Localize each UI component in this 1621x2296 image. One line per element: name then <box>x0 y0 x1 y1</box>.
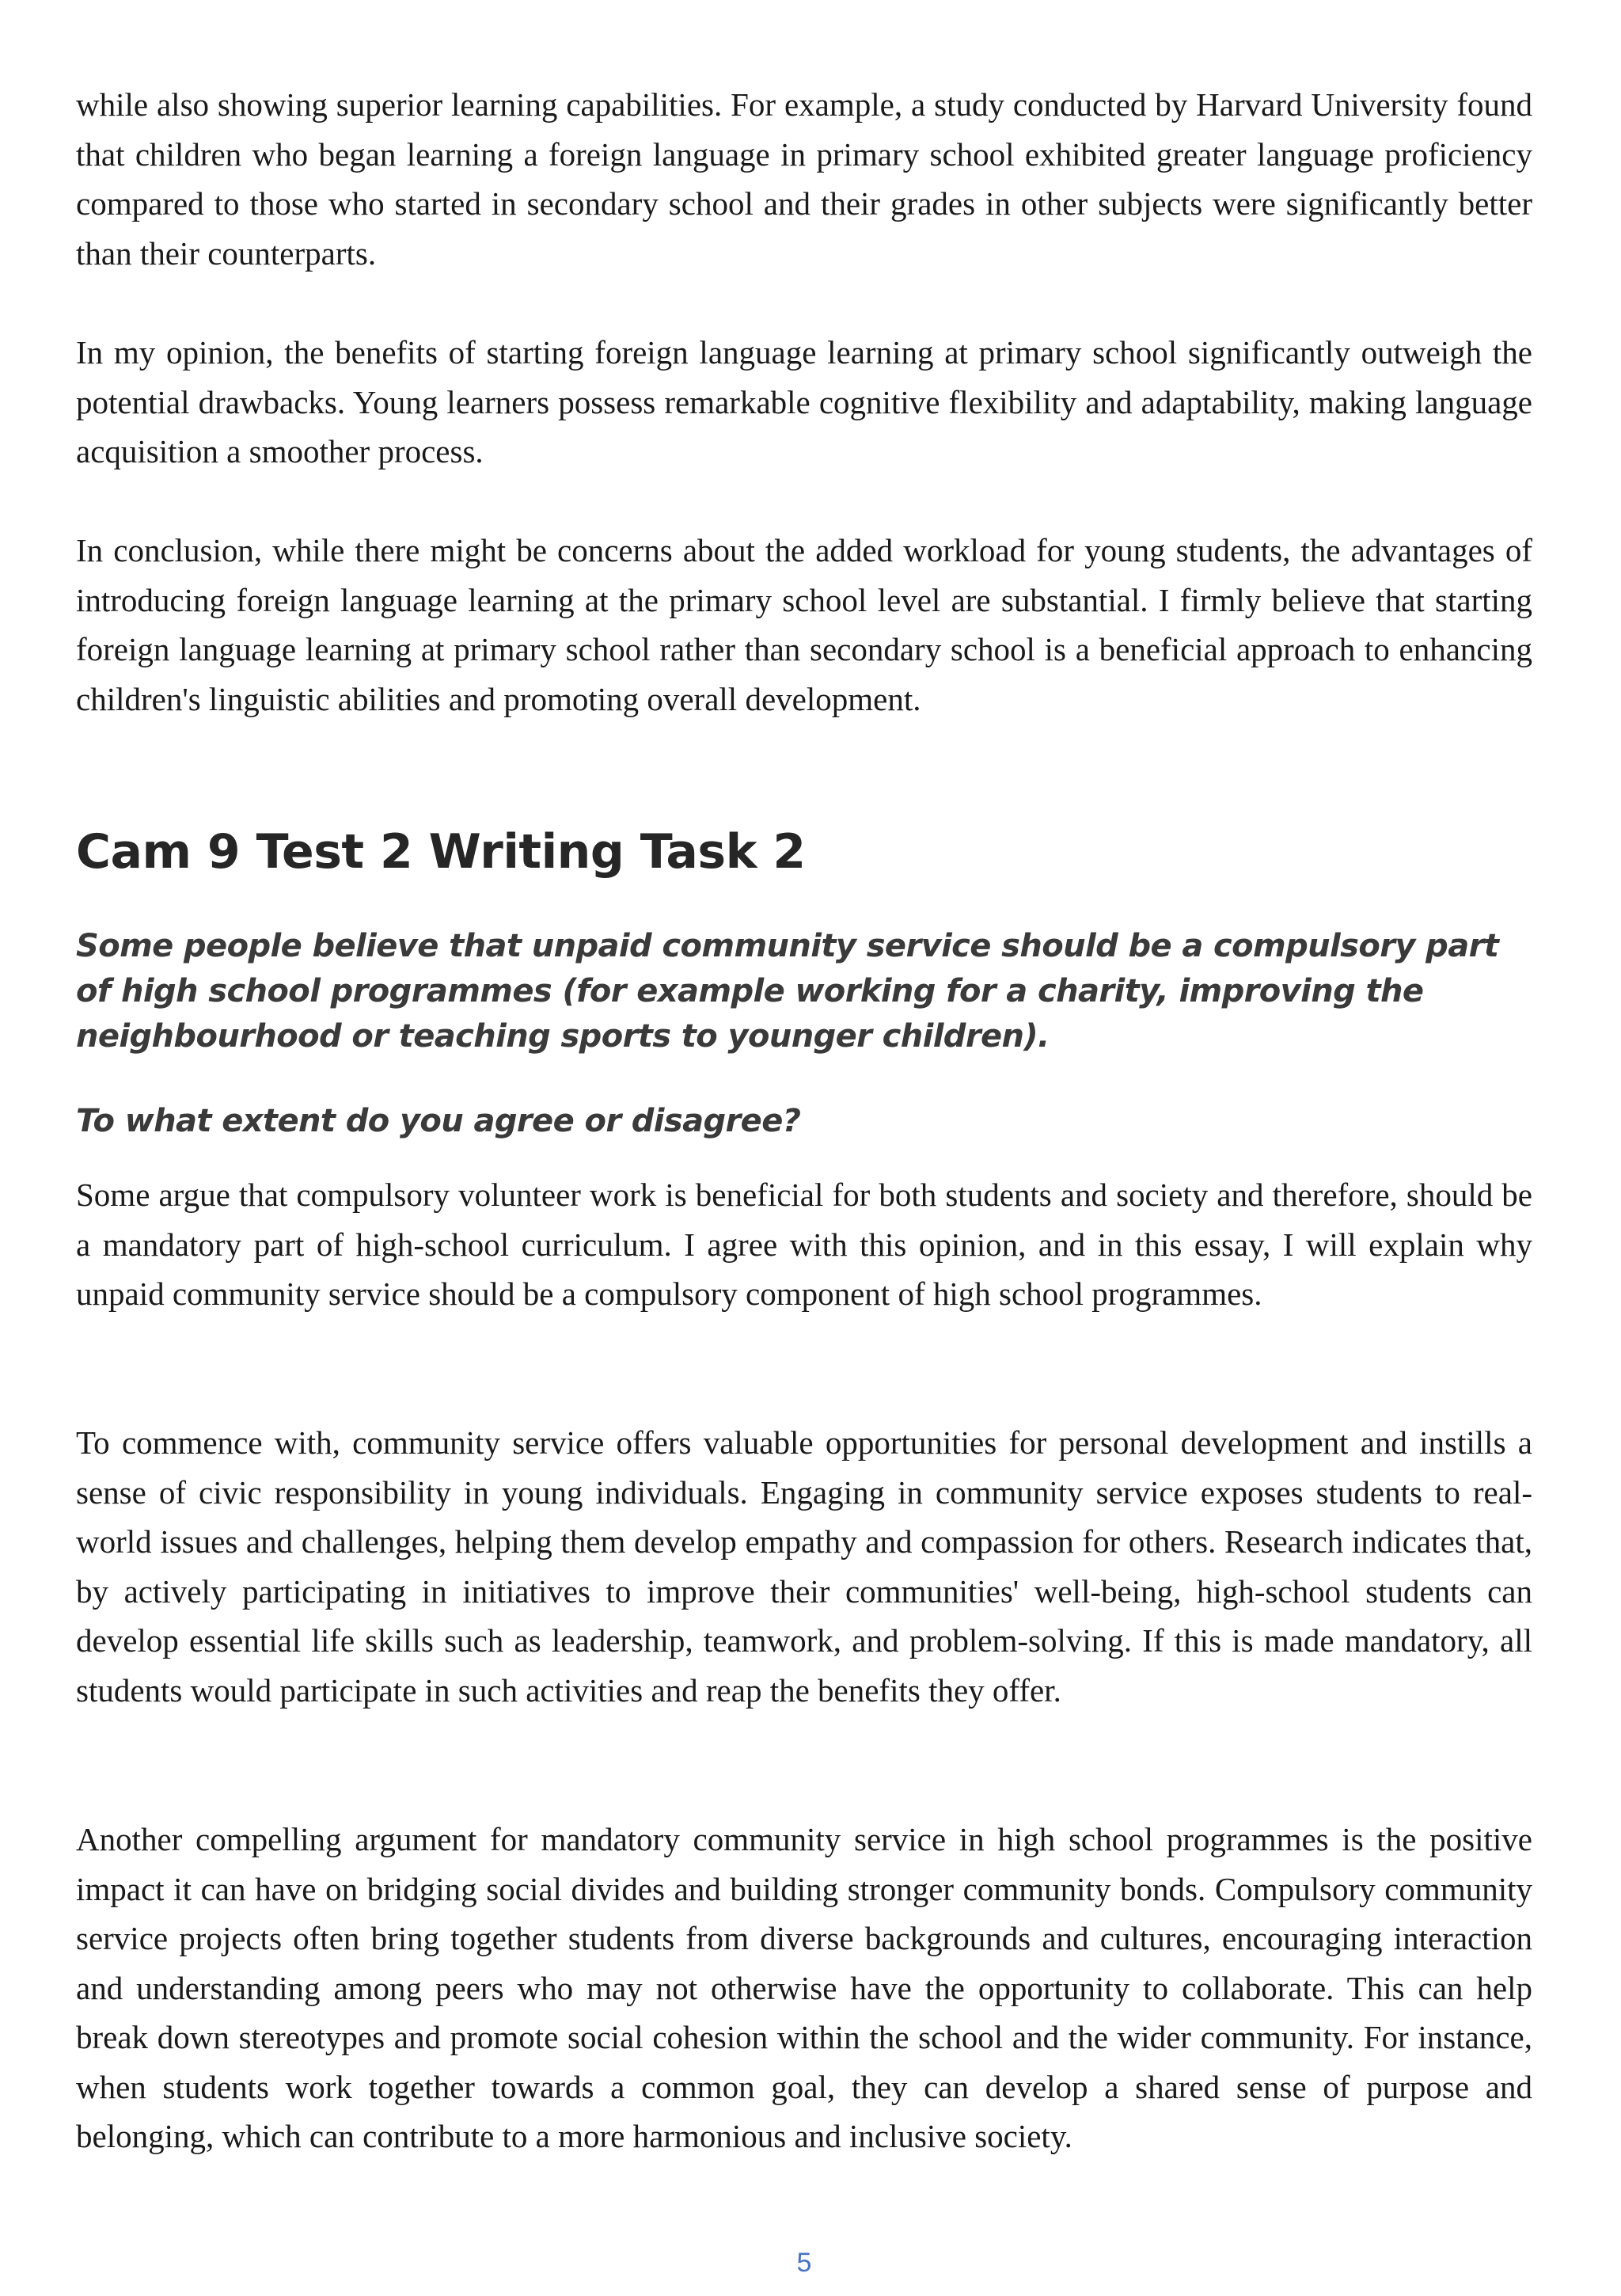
page-number: 5 <box>796 2248 812 2278</box>
essay-body-paragraph-1: To commence with, community service offers valuable opportunities for personal development and instills a sense of civic responsibility in young individuals. Engaging in community service exposes students to real-world issues and challenges, helping them develop empathy and compassion for others. Research indicates that, by actively participating in initiatives to improve their communities' well-being, high-school students can develop essential life skills such as leadership, teamwork, and problem-solving. If this is made mandatory, all students would participate in such activities and reap the benefits they offer. <box>76 1424 1532 1709</box>
paragraph-opinion: In my opinion, the benefits of starting foreign language learning at primary school significantly outweigh the potential drawbacks. Young learners possess remarkable cognitive flexibility and adaptability, making language acquisition a smoother process. <box>76 334 1532 469</box>
section-heading: Cam 9 Test 2 Writing Task 2 <box>76 824 806 880</box>
document-page <box>76 0 1532 2296</box>
task-prompt: Some people believe that unpaid community service should be a compulsory part of high school programmes (for example working for a charity, improving the neighbourhood or teaching sports to younger children). <box>76 928 1499 1055</box>
paragraph-continuation: while also showing superior learning capabilities. For example, a study conducted by Harvard University found that children who began learning a foreign language in primary school exhibited greater language proficiency compared to those who started in secondary school and their grades in other subjects were significantly better than their counterparts. <box>76 86 1532 272</box>
task-question: To what extent do you agree or disagree? <box>76 1103 801 1139</box>
paragraph-conclusion: In conclusion, while there might be concerns about the added workload for young students, the advantages of introducing foreign language learning at the primary school level are substantial. I firmly believe that starting foreign language learning at primary school rather than secondary school is a beneficial approach to enhancing children's linguistic abilities and promoting overall development. <box>76 532 1532 717</box>
essay-body-paragraph-2: Another compelling argument for mandatory community service in high school programmes is the positive impact it can have on bridging social divides and building stronger community bonds. Compulsory community service projects often bring together students from diverse backgrounds and cultures, encouraging interaction and understanding among peers who may not otherwise have the opportunity to collaborate. This can help break down stereotypes and promote social cohesion within the school and the wider community. For instance, when students work together towards a common goal, they can develop a shared sense of purpose and belonging, which can contribute to a more harmonious and inclusive society. <box>76 1821 1532 2154</box>
essay-introduction: Some argue that compulsory volunteer work is beneficial for both students and society and therefore, should be a mandatory part of high-school curriculum. I agree with this opinion, and in this essay, I will explain why unpaid community service should be a compulsory component of high school programmes. <box>76 1177 1532 1312</box>
